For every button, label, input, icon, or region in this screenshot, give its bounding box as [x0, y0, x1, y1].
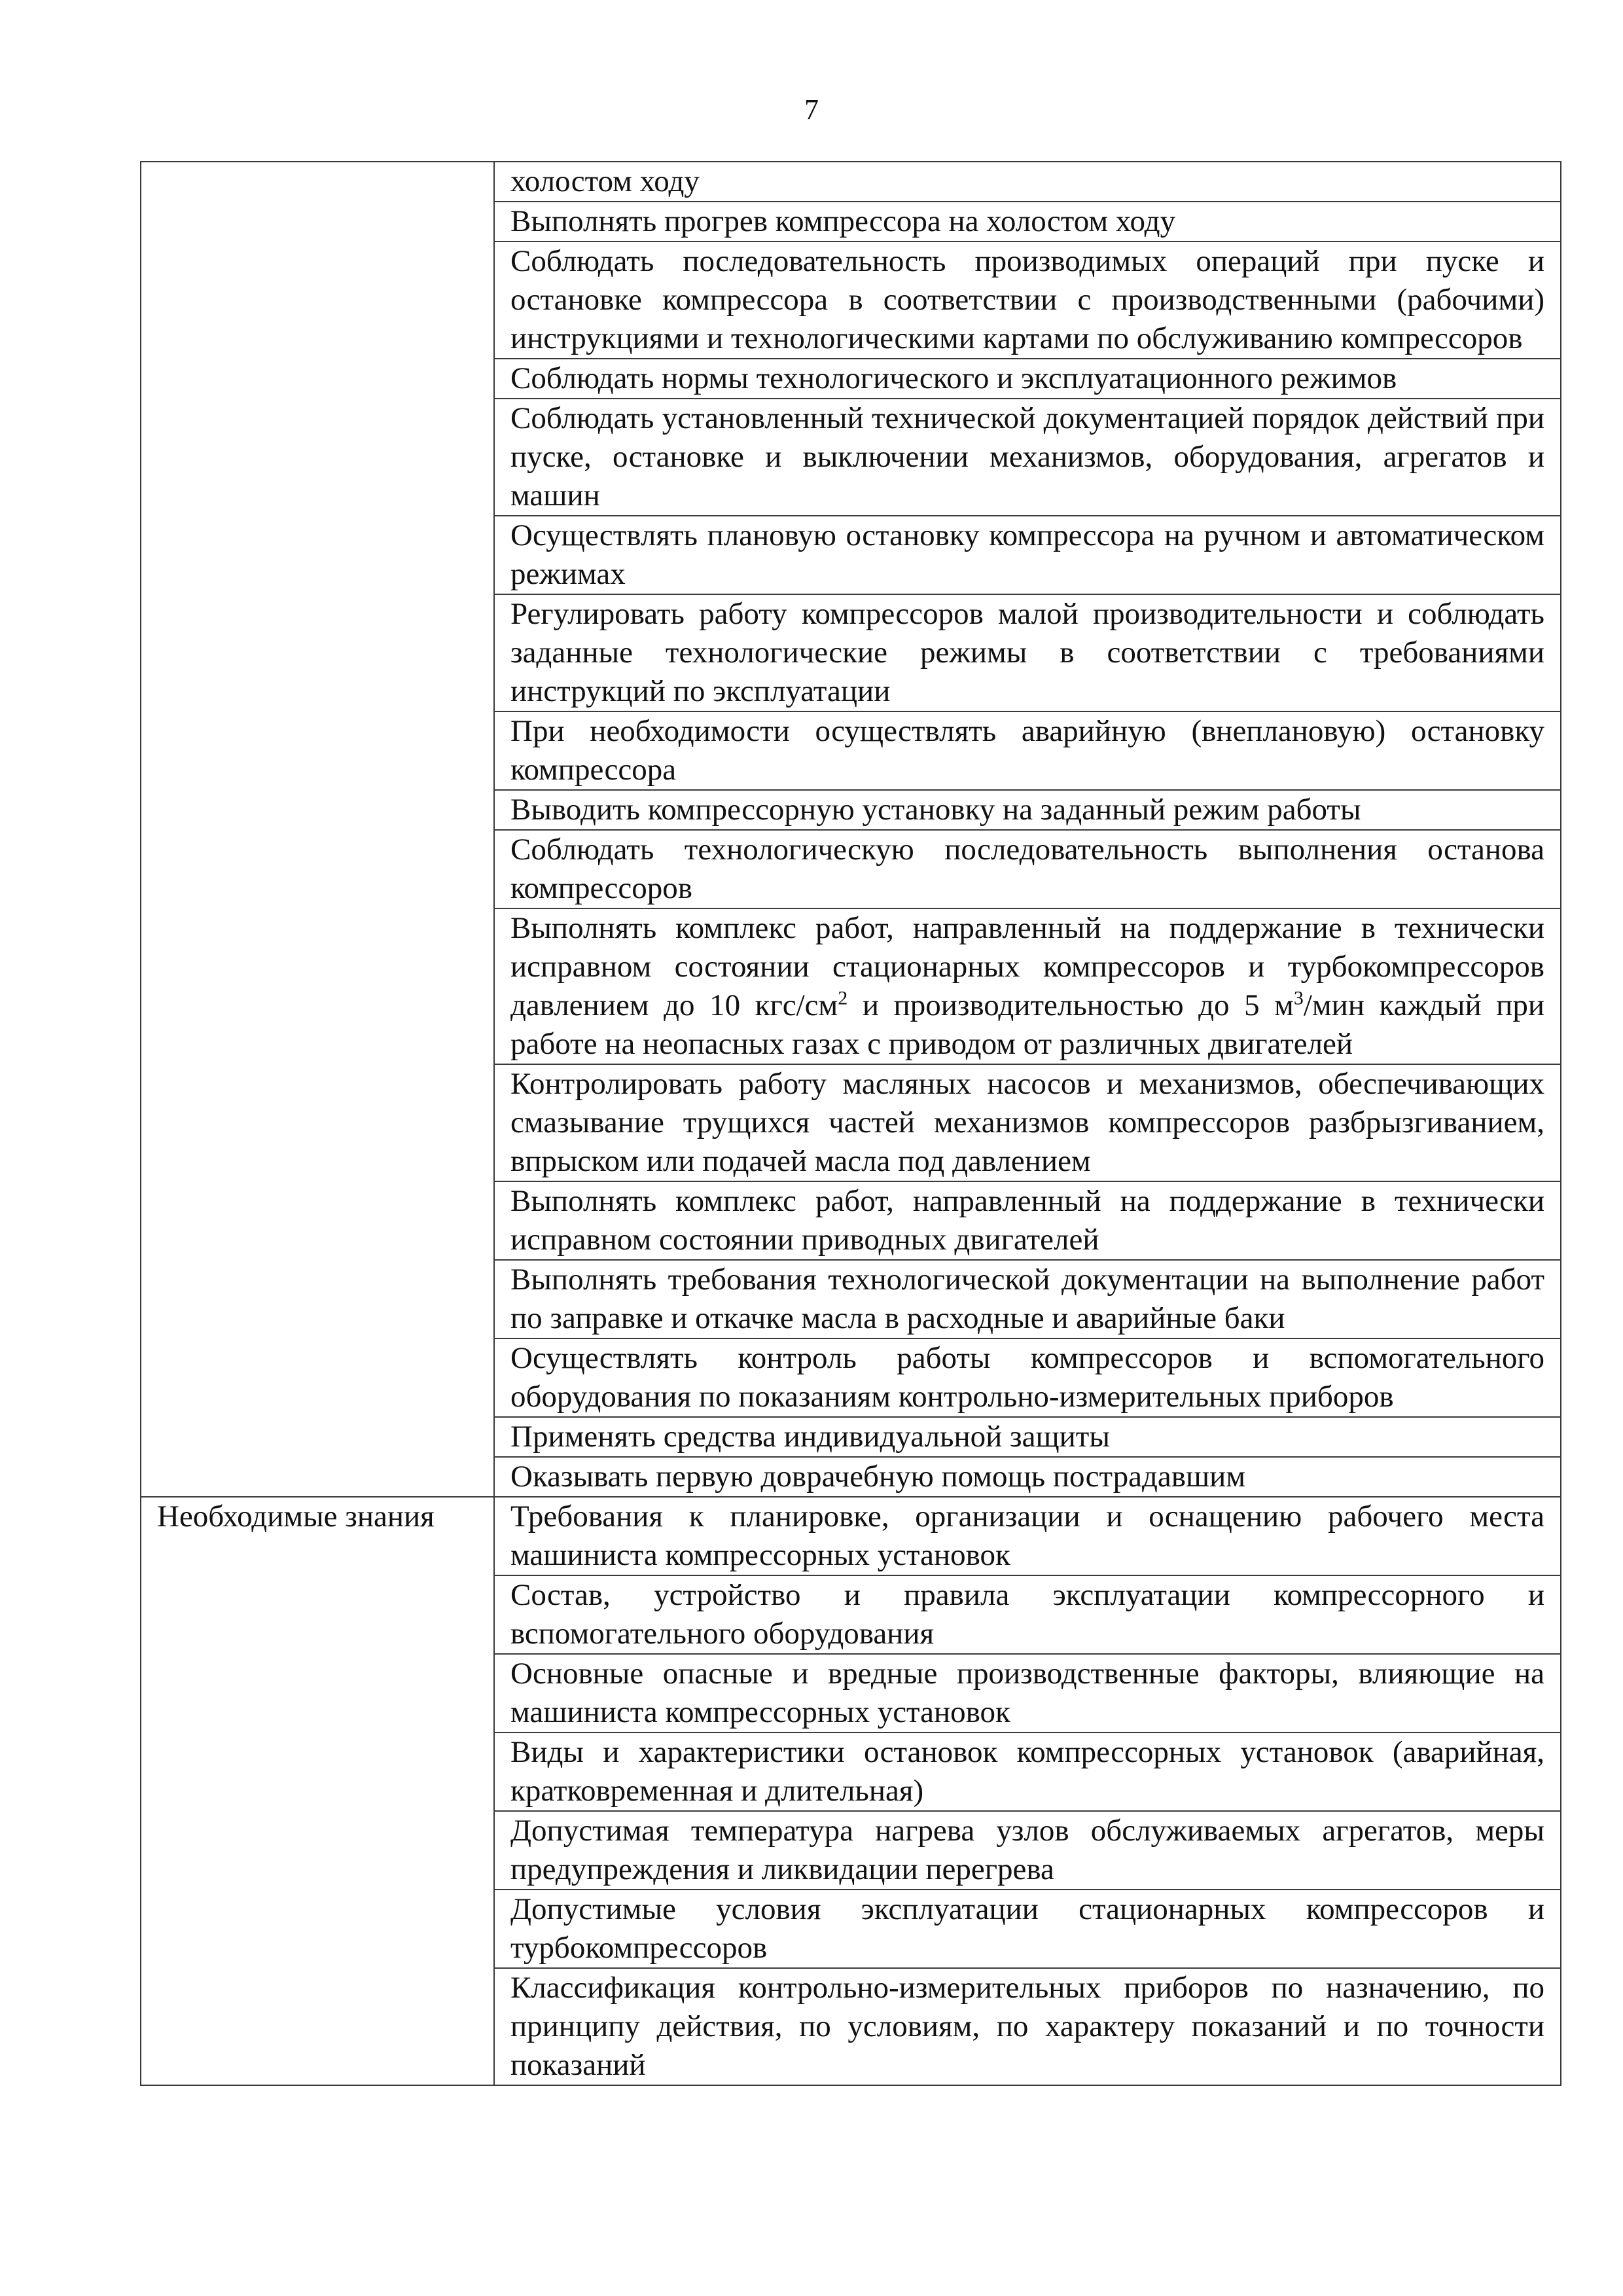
list-item: Осуществлять плановую остановку компрессора на ручном и автоматическом режимах [494, 516, 1561, 594]
unit-exponent: 3 [1293, 987, 1304, 1009]
list-item-with-units [494, 908, 1561, 1064]
list-item: Требования к планировке, организации и оснащению рабочего места машиниста компрессорных установок [494, 1497, 1561, 1575]
list-item: Состав, устройство и правила эксплуатации компрессорного и вспомогательного оборудования [494, 1575, 1561, 1654]
list-item: Соблюдать установленный технической документацией порядок действий при пуске, остановке и выключении механизмов, оборудования, агрегатов и машин [494, 399, 1561, 516]
item-text-part: и производительностью до 5 м [847, 988, 1294, 1022]
list-item: Применять средства индивидуальной защиты [494, 1417, 1561, 1457]
list-item: Выполнять требования технологической документации на выполнение работ по заправке и откачке масла в расходные и аварийные баки [494, 1260, 1561, 1338]
item-text-part: Выполнять комплекс работ, направленный на поддержание в технически исправном состоянии стационарных компрессоров и турбокомпрессоров давлением до 10 кгс/см [510, 911, 1544, 1022]
list-item: Оказывать первую доврачебную помощь пострадавшим [494, 1457, 1561, 1497]
list-item: Соблюдать технологическую последовательность выполнения останова компрессоров [494, 830, 1561, 908]
table-row [141, 1497, 1561, 1575]
list-item: Соблюдать нормы технологического и эксплуатационного режимов [494, 359, 1561, 399]
list-item: Регулировать работу компрессоров малой производительности и соблюдать заданные технологические режимы в соответствии с требованиями инструкций по эксплуатации [494, 594, 1561, 711]
section-label-skills [141, 162, 494, 1497]
list-item: Классификация контрольно-измерительных приборов по назначению, по принципу действия, по условиям, по характеру показаний и по точности показаний [494, 1968, 1561, 2085]
list-item: Допустимая температура нагрева узлов обслуживаемых агрегатов, меры предупреждения и ликвидации перегрева [494, 1811, 1561, 1890]
list-item: Осуществлять контроль работы компрессоров и вспомогательного оборудования по показаниям контрольно-измерительных приборов [494, 1338, 1561, 1417]
requirements-table [140, 161, 1561, 2086]
list-item: Выполнять комплекс работ, направленный на поддержание в технически исправном состоянии приводных двигателей [494, 1181, 1561, 1260]
list-item: Виды и характеристики остановок компрессорных установок (аварийная, кратковременная и длительная) [494, 1732, 1561, 1811]
list-item: Соблюдать последовательность производимых операций при пуске и остановке компрессора в соответствии с производственными (рабочими) инструкциями и технологическими картами по обслуживанию компрессоров [494, 242, 1561, 359]
list-item: холостом ходу [494, 162, 1561, 202]
item-text-part: /мин каждый при работе на неопасных газах с приводом от различных двигателей [510, 988, 1544, 1061]
table-row [141, 162, 1561, 202]
list-item: Контролировать работу масляных насосов и механизмов, обеспечивающих смазывание трущихся частей механизмов компрессоров разбрызгиванием, впрыском или подачей масла под давлением [494, 1064, 1561, 1181]
list-item: Выводить компрессорную установку на заданный режим работы [494, 790, 1561, 830]
list-item: Допустимые условия эксплуатации стационарных компрессоров и турбокомпрессоров [494, 1890, 1561, 1968]
list-item: При необходимости осуществлять аварийную (внеплановую) остановку компрессора [494, 711, 1561, 790]
list-item: Выполнять прогрев компрессора на холостом ходу [494, 202, 1561, 242]
unit-exponent: 2 [838, 987, 848, 1009]
page-number: 7 [804, 94, 819, 126]
section-label-knowledge: Необходимые знания [141, 1497, 494, 2085]
list-item: Основные опасные и вредные производственные факторы, влияющие на машиниста компрессорных установок [494, 1654, 1561, 1732]
